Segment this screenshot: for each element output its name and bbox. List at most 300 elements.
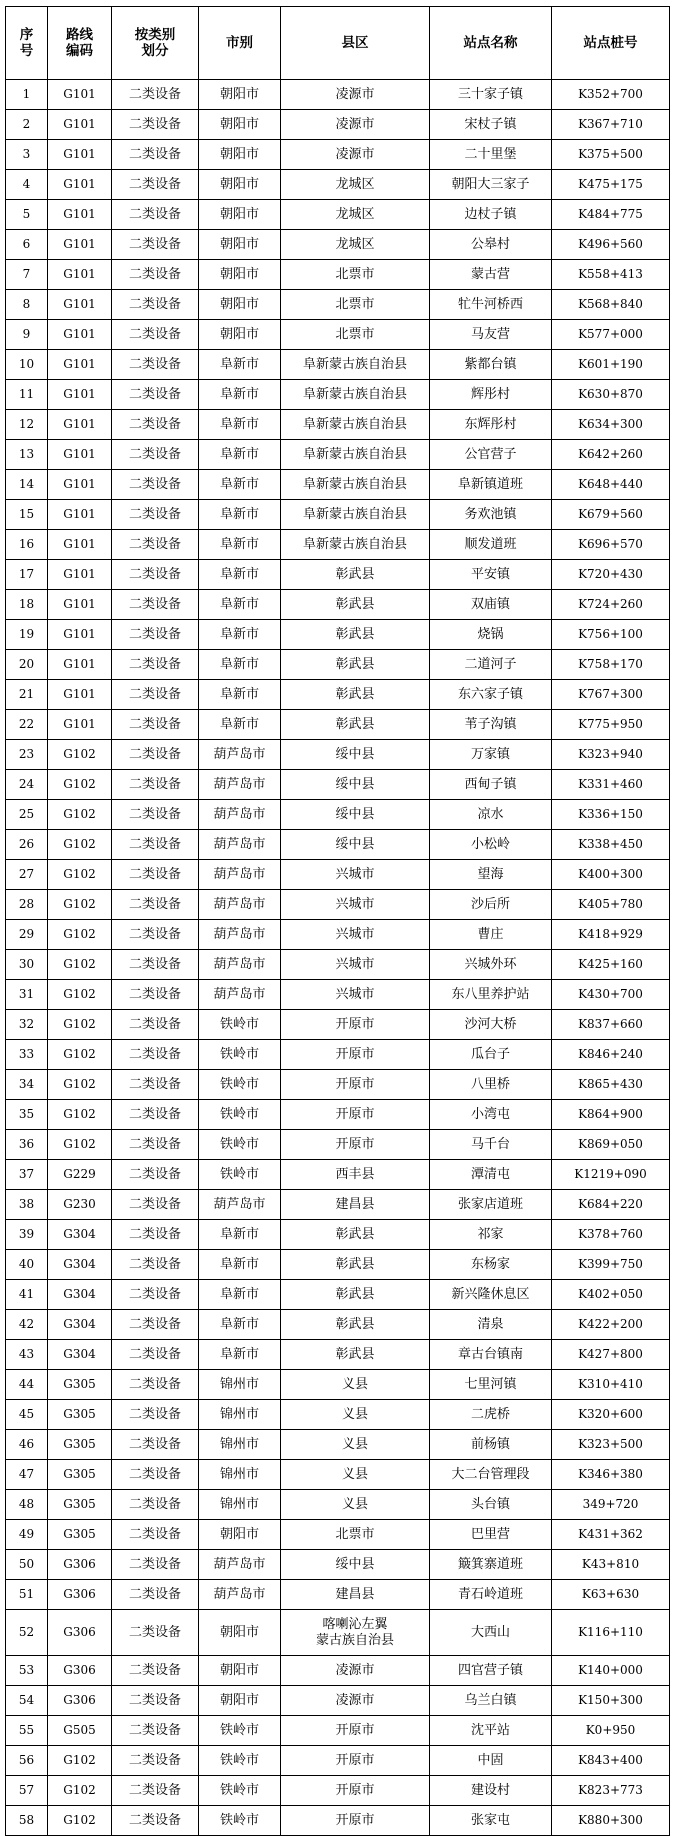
cell-station-name: 头台镇 <box>430 1490 552 1520</box>
cell-county: 彰武县 <box>281 1250 430 1280</box>
cell-route-code: G305 <box>48 1400 112 1430</box>
table-row <box>6 1746 670 1776</box>
header-city: 市别 <box>199 7 281 80</box>
cell-route-code: G102 <box>48 950 112 980</box>
cell-station-name: 沙河大桥 <box>430 1010 552 1040</box>
cell-route-code: G102 <box>48 1040 112 1070</box>
header-category: 按类别 划分 <box>112 7 199 80</box>
cell-category: 二类设备 <box>112 1716 199 1746</box>
cell-city: 阜新市 <box>199 710 281 740</box>
cell-city: 阜新市 <box>199 1310 281 1340</box>
cell-stake-number: K642+260 <box>552 440 670 470</box>
cell-station-name: 苇子沟镇 <box>430 710 552 740</box>
cell-route-code: G101 <box>48 410 112 440</box>
cell-station-name: 牤牛河桥西 <box>430 290 552 320</box>
cell-county: 绥中县 <box>281 1550 430 1580</box>
cell-route-code: G306 <box>48 1550 112 1580</box>
cell-seq: 39 <box>6 1220 48 1250</box>
cell-seq: 20 <box>6 650 48 680</box>
cell-station-name: 兴城外环 <box>430 950 552 980</box>
cell-city: 朝阳市 <box>199 320 281 350</box>
cell-route-code: G101 <box>48 320 112 350</box>
cell-city: 朝阳市 <box>199 260 281 290</box>
cell-county: 开原市 <box>281 1716 430 1746</box>
cell-county: 阜新蒙古族自治县 <box>281 470 430 500</box>
cell-city: 阜新市 <box>199 590 281 620</box>
cell-seq: 23 <box>6 740 48 770</box>
cell-category: 二类设备 <box>112 1130 199 1160</box>
cell-city: 铁岭市 <box>199 1776 281 1806</box>
cell-county: 北票市 <box>281 260 430 290</box>
cell-stake-number: K756+100 <box>552 620 670 650</box>
cell-city: 葫芦岛市 <box>199 890 281 920</box>
cell-category: 二类设备 <box>112 590 199 620</box>
station-table <box>5 6 670 1836</box>
cell-seq: 33 <box>6 1040 48 1070</box>
table-row <box>6 650 670 680</box>
cell-seq: 6 <box>6 230 48 260</box>
table-row <box>6 1040 670 1070</box>
cell-seq: 54 <box>6 1686 48 1716</box>
cell-seq: 25 <box>6 800 48 830</box>
cell-county: 阜新蒙古族自治县 <box>281 380 430 410</box>
cell-city: 锦州市 <box>199 1430 281 1460</box>
cell-seq: 16 <box>6 530 48 560</box>
cell-county: 龙城区 <box>281 200 430 230</box>
cell-route-code: G306 <box>48 1656 112 1686</box>
cell-category: 二类设备 <box>112 980 199 1010</box>
table-row <box>6 440 670 470</box>
cell-city: 朝阳市 <box>199 1686 281 1716</box>
cell-seq: 14 <box>6 470 48 500</box>
cell-station-name: 章古台镇南 <box>430 1340 552 1370</box>
cell-city: 铁岭市 <box>199 1130 281 1160</box>
cell-county: 彰武县 <box>281 710 430 740</box>
cell-county: 彰武县 <box>281 590 430 620</box>
cell-category: 二类设备 <box>112 1610 199 1656</box>
cell-category: 二类设备 <box>112 440 199 470</box>
cell-stake-number: K1219+090 <box>552 1160 670 1190</box>
cell-category: 二类设备 <box>112 1100 199 1130</box>
cell-stake-number: K150+300 <box>552 1686 670 1716</box>
cell-stake-number: K430+700 <box>552 980 670 1010</box>
cell-category: 二类设备 <box>112 1490 199 1520</box>
cell-county: 开原市 <box>281 1100 430 1130</box>
cell-station-name: 二道河子 <box>430 650 552 680</box>
cell-station-name: 潭清屯 <box>430 1160 552 1190</box>
cell-stake-number: K422+200 <box>552 1310 670 1340</box>
cell-category: 二类设备 <box>112 1520 199 1550</box>
cell-city: 阜新市 <box>199 440 281 470</box>
cell-county: 开原市 <box>281 1070 430 1100</box>
cell-station-name: 万家镇 <box>430 740 552 770</box>
cell-seq: 3 <box>6 140 48 170</box>
cell-seq: 21 <box>6 680 48 710</box>
cell-route-code: G230 <box>48 1190 112 1220</box>
cell-station-name: 蒙古营 <box>430 260 552 290</box>
cell-stake-number: K323+500 <box>552 1430 670 1460</box>
table-row <box>6 410 670 440</box>
cell-city: 阜新市 <box>199 530 281 560</box>
cell-stake-number: K880+300 <box>552 1806 670 1836</box>
cell-category: 二类设备 <box>112 1746 199 1776</box>
cell-stake-number: K63+630 <box>552 1580 670 1610</box>
cell-seq: 18 <box>6 590 48 620</box>
table-row <box>6 860 670 890</box>
cell-county: 义县 <box>281 1430 430 1460</box>
cell-seq: 30 <box>6 950 48 980</box>
cell-route-code: G101 <box>48 170 112 200</box>
cell-category: 二类设备 <box>112 1190 199 1220</box>
cell-county: 义县 <box>281 1370 430 1400</box>
cell-seq: 37 <box>6 1160 48 1190</box>
cell-category: 二类设备 <box>112 1550 199 1580</box>
table-row <box>6 1490 670 1520</box>
cell-station-name: 朝阳大三家子 <box>430 170 552 200</box>
cell-station-name: 东辉彤村 <box>430 410 552 440</box>
cell-seq: 11 <box>6 380 48 410</box>
cell-station-name: 新兴隆休息区 <box>430 1280 552 1310</box>
cell-category: 二类设备 <box>112 410 199 440</box>
cell-city: 阜新市 <box>199 1340 281 1370</box>
cell-category: 二类设备 <box>112 560 199 590</box>
cell-stake-number: K767+300 <box>552 680 670 710</box>
cell-seq: 24 <box>6 770 48 800</box>
cell-seq: 51 <box>6 1580 48 1610</box>
cell-county: 阜新蒙古族自治县 <box>281 530 430 560</box>
cell-station-name: 凉水 <box>430 800 552 830</box>
cell-seq: 4 <box>6 170 48 200</box>
header-route-code: 路线 编码 <box>48 7 112 80</box>
table-row <box>6 620 670 650</box>
cell-station-name: 辉彤村 <box>430 380 552 410</box>
cell-stake-number: K843+400 <box>552 1746 670 1776</box>
table-row <box>6 1716 670 1746</box>
table-row <box>6 1130 670 1160</box>
cell-category: 二类设备 <box>112 950 199 980</box>
cell-city: 阜新市 <box>199 1250 281 1280</box>
cell-city: 葫芦岛市 <box>199 920 281 950</box>
table-row <box>6 1610 670 1656</box>
cell-seq: 12 <box>6 410 48 440</box>
cell-station-name: 马友营 <box>430 320 552 350</box>
cell-stake-number: K568+840 <box>552 290 670 320</box>
table-row <box>6 200 670 230</box>
cell-stake-number: K720+430 <box>552 560 670 590</box>
cell-county: 凌源市 <box>281 1656 430 1686</box>
cell-route-code: G101 <box>48 530 112 560</box>
table-row <box>6 590 670 620</box>
table-row <box>6 740 670 770</box>
cell-stake-number: K400+300 <box>552 860 670 890</box>
table-row <box>6 830 670 860</box>
cell-route-code: G305 <box>48 1520 112 1550</box>
cell-station-name: 双庙镇 <box>430 590 552 620</box>
cell-category: 二类设备 <box>112 470 199 500</box>
table-row <box>6 140 670 170</box>
cell-route-code: G102 <box>48 1010 112 1040</box>
cell-county: 彰武县 <box>281 1220 430 1250</box>
cell-stake-number: K399+750 <box>552 1250 670 1280</box>
cell-seq: 2 <box>6 110 48 140</box>
cell-station-name: 祁家 <box>430 1220 552 1250</box>
cell-station-name: 烧锅 <box>430 620 552 650</box>
cell-seq: 1 <box>6 80 48 110</box>
cell-county: 北票市 <box>281 290 430 320</box>
cell-city: 朝阳市 <box>199 230 281 260</box>
cell-station-name: 四官营子镇 <box>430 1656 552 1686</box>
cell-city: 朝阳市 <box>199 1520 281 1550</box>
cell-station-name: 二虎桥 <box>430 1400 552 1430</box>
cell-category: 二类设备 <box>112 320 199 350</box>
cell-category: 二类设备 <box>112 860 199 890</box>
cell-category: 二类设备 <box>112 1070 199 1100</box>
cell-seq: 9 <box>6 320 48 350</box>
cell-county: 绥中县 <box>281 740 430 770</box>
cell-route-code: G304 <box>48 1340 112 1370</box>
cell-stake-number: K427+800 <box>552 1340 670 1370</box>
cell-city: 锦州市 <box>199 1370 281 1400</box>
cell-seq: 8 <box>6 290 48 320</box>
cell-city: 朝阳市 <box>199 80 281 110</box>
cell-station-name: 东杨家 <box>430 1250 552 1280</box>
table-row <box>6 1310 670 1340</box>
cell-stake-number: K558+413 <box>552 260 670 290</box>
cell-route-code: G102 <box>48 980 112 1010</box>
cell-stake-number: K864+900 <box>552 1100 670 1130</box>
cell-stake-number: K331+460 <box>552 770 670 800</box>
cell-station-name: 东六家子镇 <box>430 680 552 710</box>
cell-station-name: 七里河镇 <box>430 1370 552 1400</box>
cell-seq: 26 <box>6 830 48 860</box>
cell-seq: 29 <box>6 920 48 950</box>
cell-seq: 56 <box>6 1746 48 1776</box>
cell-station-name: 务欢池镇 <box>430 500 552 530</box>
table-row <box>6 80 670 110</box>
cell-station-name: 公皋村 <box>430 230 552 260</box>
cell-county: 阜新蒙古族自治县 <box>281 500 430 530</box>
cell-category: 二类设备 <box>112 80 199 110</box>
cell-route-code: G102 <box>48 1776 112 1806</box>
header-row <box>6 7 670 80</box>
cell-city: 葫芦岛市 <box>199 770 281 800</box>
cell-station-name: 沙后所 <box>430 890 552 920</box>
cell-city: 葫芦岛市 <box>199 950 281 980</box>
cell-city: 阜新市 <box>199 500 281 530</box>
cell-seq: 17 <box>6 560 48 590</box>
header-stake-number: 站点桩号 <box>552 7 670 80</box>
cell-stake-number: K475+175 <box>552 170 670 200</box>
cell-station-name: 曹庄 <box>430 920 552 950</box>
table-row <box>6 1430 670 1460</box>
cell-seq: 53 <box>6 1656 48 1686</box>
cell-station-name: 清泉 <box>430 1310 552 1340</box>
cell-city: 锦州市 <box>199 1460 281 1490</box>
table-row <box>6 230 670 260</box>
cell-stake-number: K323+940 <box>552 740 670 770</box>
cell-stake-number: K630+870 <box>552 380 670 410</box>
cell-county: 彰武县 <box>281 560 430 590</box>
cell-county: 建昌县 <box>281 1190 430 1220</box>
cell-city: 葫芦岛市 <box>199 980 281 1010</box>
cell-station-name: 张家屯 <box>430 1806 552 1836</box>
table-row <box>6 1100 670 1130</box>
cell-route-code: G101 <box>48 440 112 470</box>
header-seq: 序 号 <box>6 7 48 80</box>
cell-city: 铁岭市 <box>199 1160 281 1190</box>
cell-seq: 19 <box>6 620 48 650</box>
cell-city: 锦州市 <box>199 1400 281 1430</box>
table-row <box>6 170 670 200</box>
cell-city: 朝阳市 <box>199 1610 281 1656</box>
cell-stake-number: K320+600 <box>552 1400 670 1430</box>
cell-stake-number: K346+380 <box>552 1460 670 1490</box>
cell-route-code: G306 <box>48 1580 112 1610</box>
table-row <box>6 1220 670 1250</box>
cell-stake-number: K484+775 <box>552 200 670 230</box>
cell-county: 绥中县 <box>281 800 430 830</box>
table-row <box>6 1340 670 1370</box>
cell-seq: 46 <box>6 1430 48 1460</box>
cell-station-name: 二十里堡 <box>430 140 552 170</box>
cell-county: 开原市 <box>281 1130 430 1160</box>
cell-seq: 58 <box>6 1806 48 1836</box>
cell-stake-number: K846+240 <box>552 1040 670 1070</box>
cell-category: 二类设备 <box>112 1806 199 1836</box>
cell-route-code: G102 <box>48 740 112 770</box>
cell-seq: 13 <box>6 440 48 470</box>
cell-seq: 28 <box>6 890 48 920</box>
cell-stake-number: K140+000 <box>552 1656 670 1686</box>
cell-county: 凌源市 <box>281 110 430 140</box>
table-row <box>6 110 670 140</box>
table-row <box>6 1550 670 1580</box>
table-row <box>6 1010 670 1040</box>
table-row <box>6 1776 670 1806</box>
table-row <box>6 1686 670 1716</box>
table-row <box>6 350 670 380</box>
cell-county: 凌源市 <box>281 1686 430 1716</box>
cell-route-code: G101 <box>48 380 112 410</box>
cell-stake-number: K496+560 <box>552 230 670 260</box>
cell-stake-number: K684+220 <box>552 1190 670 1220</box>
cell-city: 铁岭市 <box>199 1010 281 1040</box>
cell-seq: 27 <box>6 860 48 890</box>
cell-route-code: G229 <box>48 1160 112 1190</box>
cell-station-name: 顺发道班 <box>430 530 552 560</box>
table-row <box>6 1520 670 1550</box>
cell-city: 阜新市 <box>199 1220 281 1250</box>
cell-stake-number: K405+780 <box>552 890 670 920</box>
cell-stake-number: K869+050 <box>552 1130 670 1160</box>
cell-route-code: G305 <box>48 1430 112 1460</box>
cell-seq: 49 <box>6 1520 48 1550</box>
cell-county: 阜新蒙古族自治县 <box>281 410 430 440</box>
cell-stake-number: K823+773 <box>552 1776 670 1806</box>
cell-category: 二类设备 <box>112 1430 199 1460</box>
table-row <box>6 800 670 830</box>
cell-route-code: G102 <box>48 890 112 920</box>
cell-city: 朝阳市 <box>199 1656 281 1686</box>
cell-route-code: G101 <box>48 710 112 740</box>
cell-seq: 5 <box>6 200 48 230</box>
cell-category: 二类设备 <box>112 290 199 320</box>
cell-county: 开原市 <box>281 1040 430 1070</box>
cell-seq: 7 <box>6 260 48 290</box>
cell-city: 铁岭市 <box>199 1746 281 1776</box>
cell-route-code: G102 <box>48 1746 112 1776</box>
cell-seq: 45 <box>6 1400 48 1430</box>
cell-stake-number: K418+929 <box>552 920 670 950</box>
cell-route-code: G102 <box>48 830 112 860</box>
table-row <box>6 530 670 560</box>
cell-stake-number: K375+500 <box>552 140 670 170</box>
cell-seq: 15 <box>6 500 48 530</box>
cell-county: 义县 <box>281 1400 430 1430</box>
cell-category: 二类设备 <box>112 1250 199 1280</box>
cell-route-code: G101 <box>48 200 112 230</box>
cell-city: 葫芦岛市 <box>199 740 281 770</box>
cell-seq: 34 <box>6 1070 48 1100</box>
cell-station-name: 马千台 <box>430 1130 552 1160</box>
table-row <box>6 1160 670 1190</box>
cell-stake-number: 349+720 <box>552 1490 670 1520</box>
cell-station-name: 大二台管理段 <box>430 1460 552 1490</box>
cell-county: 彰武县 <box>281 1280 430 1310</box>
cell-category: 二类设备 <box>112 1370 199 1400</box>
cell-city: 葫芦岛市 <box>199 1190 281 1220</box>
cell-station-name: 青石岭道班 <box>430 1580 552 1610</box>
cell-category: 二类设备 <box>112 1160 199 1190</box>
cell-county: 开原市 <box>281 1746 430 1776</box>
cell-category: 二类设备 <box>112 920 199 950</box>
cell-city: 锦州市 <box>199 1490 281 1520</box>
cell-seq: 22 <box>6 710 48 740</box>
table-row <box>6 1656 670 1686</box>
cell-county: 开原市 <box>281 1806 430 1836</box>
cell-category: 二类设备 <box>112 770 199 800</box>
cell-route-code: G101 <box>48 80 112 110</box>
cell-city: 葫芦岛市 <box>199 860 281 890</box>
table-row <box>6 890 670 920</box>
header-county: 县区 <box>281 7 430 80</box>
cell-category: 二类设备 <box>112 1310 199 1340</box>
cell-route-code: G101 <box>48 680 112 710</box>
table-row <box>6 770 670 800</box>
cell-city: 铁岭市 <box>199 1100 281 1130</box>
cell-city: 葫芦岛市 <box>199 830 281 860</box>
cell-route-code: G102 <box>48 860 112 890</box>
cell-seq: 32 <box>6 1010 48 1040</box>
table-row <box>6 1070 670 1100</box>
cell-station-name: 巴里营 <box>430 1520 552 1550</box>
cell-station-name: 瓜台子 <box>430 1040 552 1070</box>
cell-category: 二类设备 <box>112 620 199 650</box>
cell-station-name: 沈平站 <box>430 1716 552 1746</box>
cell-county: 绥中县 <box>281 770 430 800</box>
cell-station-name: 宋杖子镇 <box>430 110 552 140</box>
cell-city: 朝阳市 <box>199 110 281 140</box>
cell-category: 二类设备 <box>112 200 199 230</box>
cell-category: 二类设备 <box>112 500 199 530</box>
cell-county: 北票市 <box>281 1520 430 1550</box>
table-row <box>6 680 670 710</box>
cell-stake-number: K679+560 <box>552 500 670 530</box>
cell-route-code: G102 <box>48 1806 112 1836</box>
cell-seq: 42 <box>6 1310 48 1340</box>
table-row <box>6 260 670 290</box>
cell-station-name: 西甸子镇 <box>430 770 552 800</box>
